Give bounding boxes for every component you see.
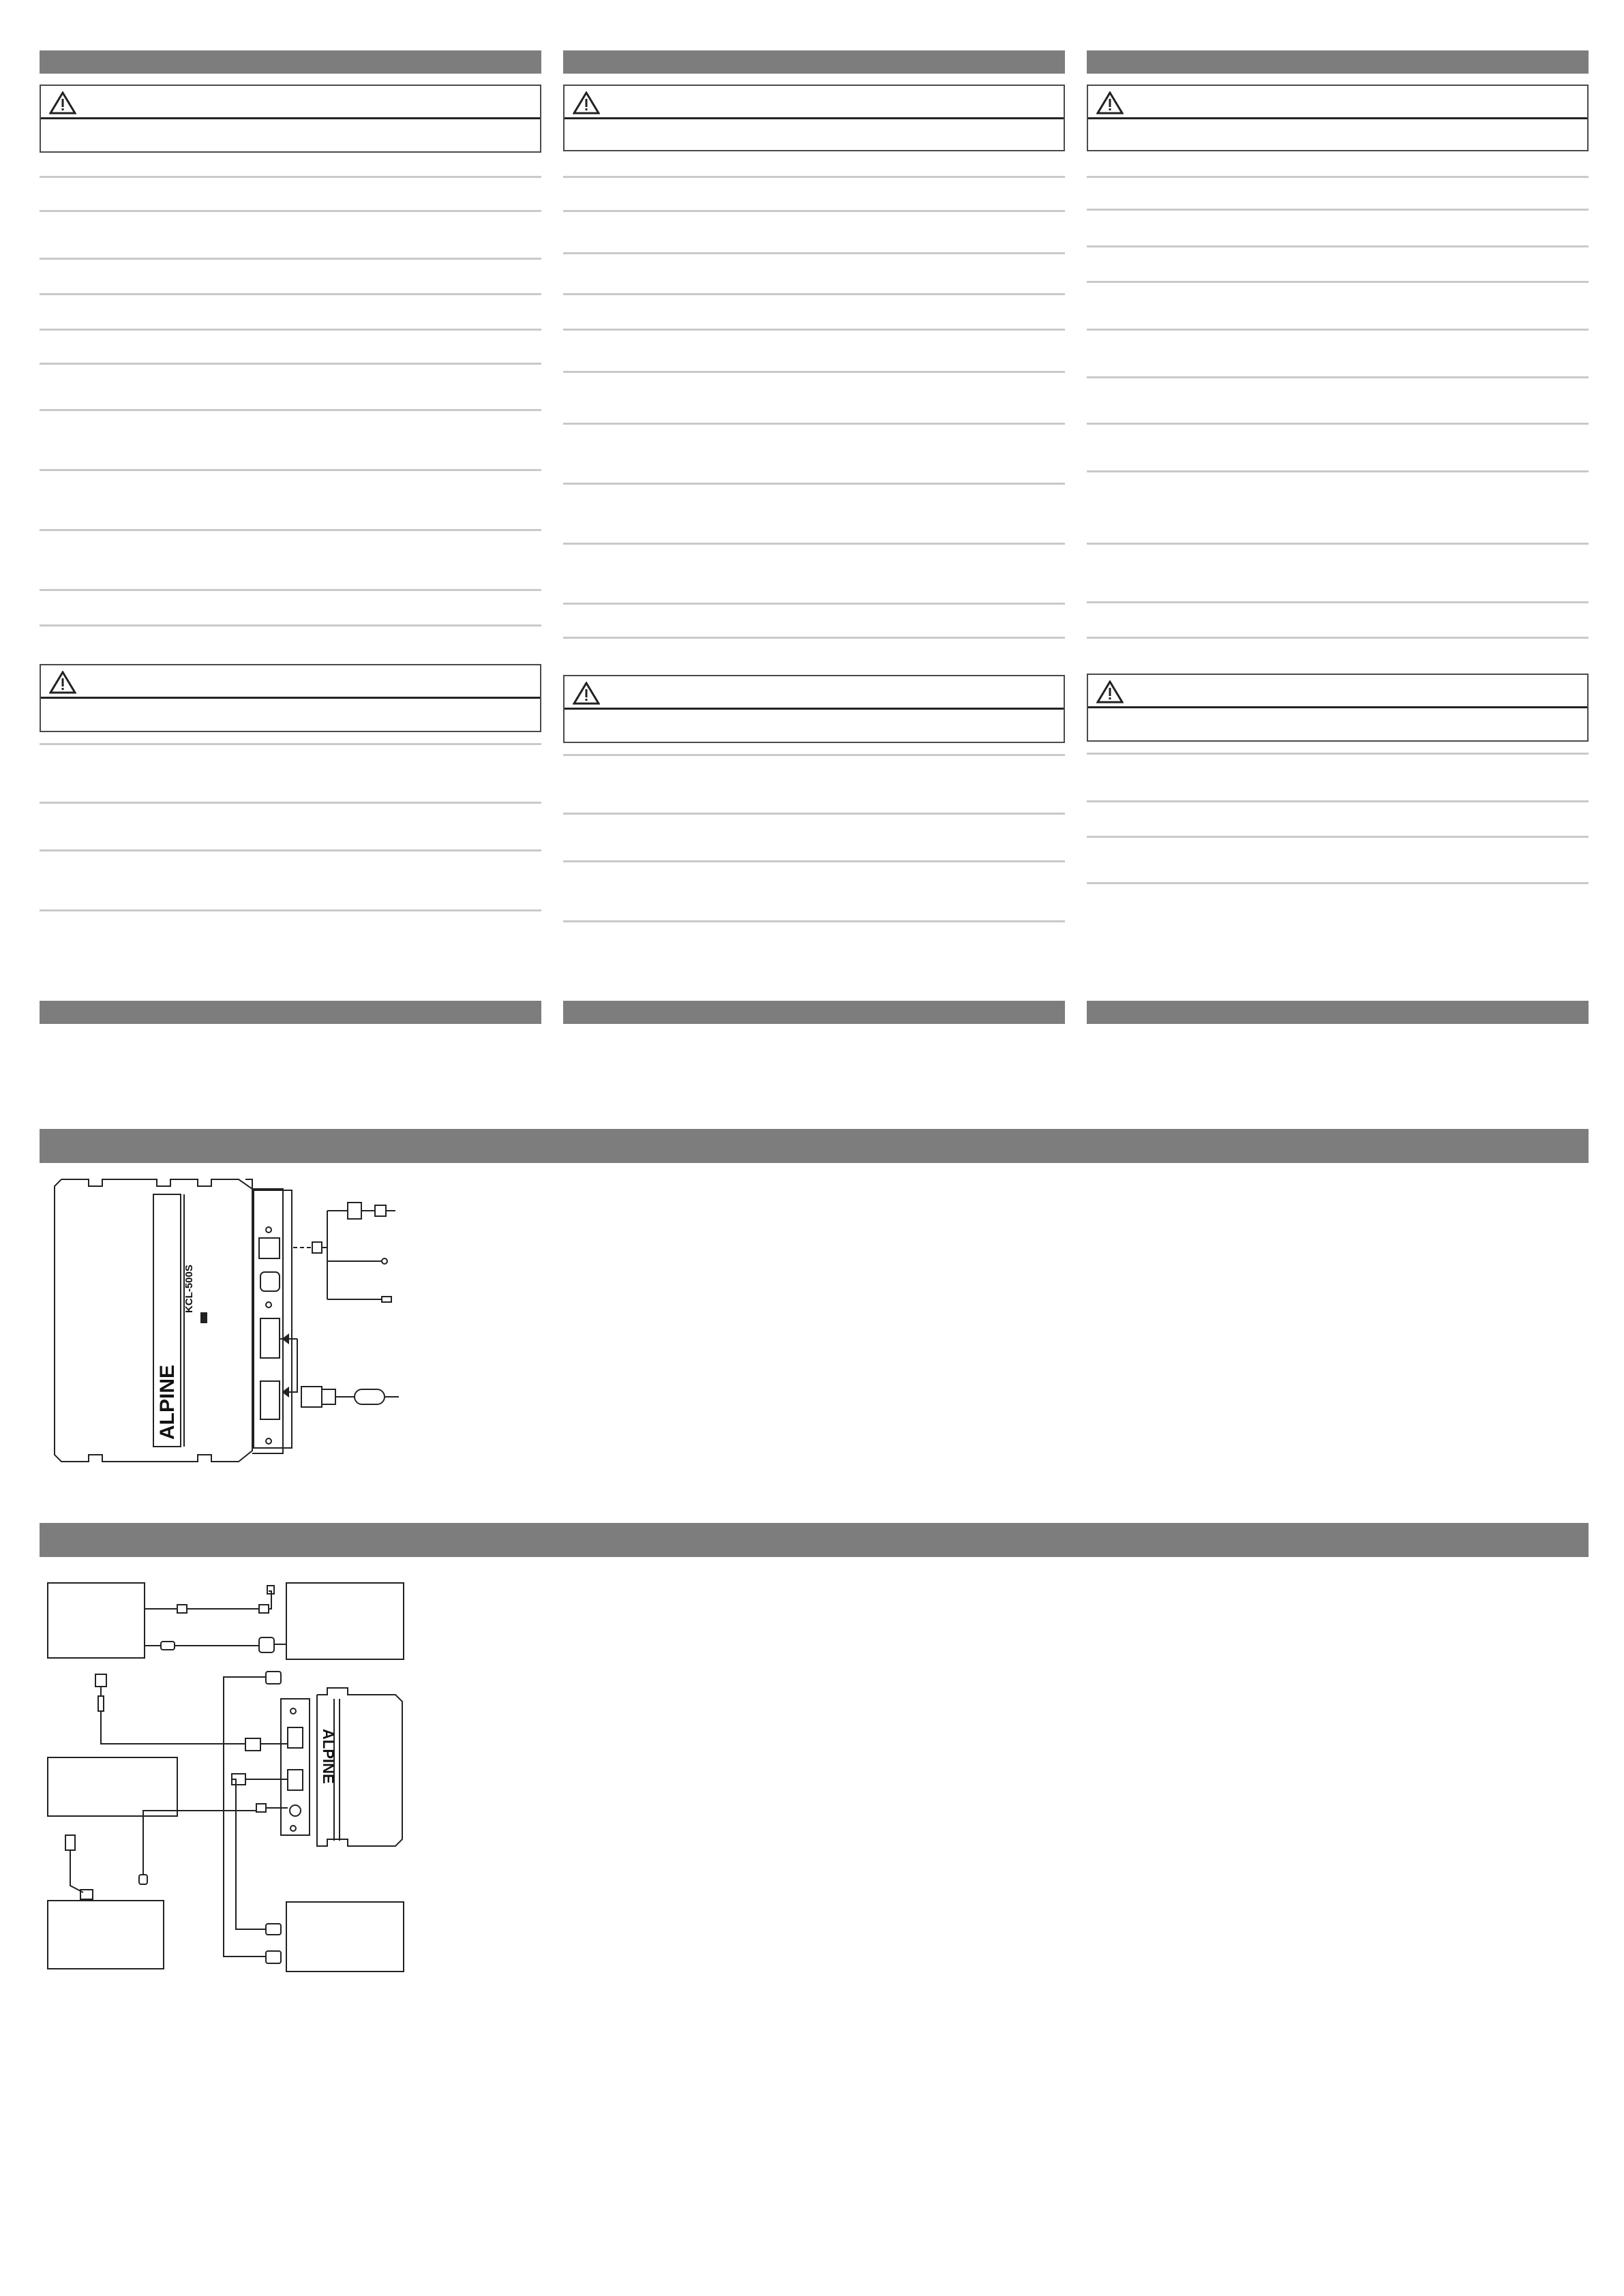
- caution-box-header: [1088, 675, 1587, 708]
- column3-warning-box: [1087, 85, 1589, 151]
- component-box-output: [286, 1902, 404, 1972]
- column2-warning-box: [563, 85, 1065, 151]
- column3-rule: [1087, 882, 1589, 884]
- column1-caution-box: [40, 664, 541, 732]
- column3-rule: [1087, 543, 1589, 545]
- column3-header-bar: [1087, 50, 1589, 74]
- column1-rule: [40, 529, 541, 531]
- power-harness: [293, 1203, 395, 1302]
- warning-triangle-icon: [573, 91, 600, 115]
- column1-rule: [40, 176, 541, 178]
- unit-body: [55, 1179, 252, 1462]
- column2-rule: [563, 920, 1065, 922]
- column1-rule: [40, 258, 541, 260]
- component-box-processor: [48, 1757, 177, 1816]
- svg-text:ALPINE: ALPINE: [320, 1729, 337, 1784]
- component-box-amplifier: [48, 1901, 164, 1969]
- caution-box-header: [565, 676, 1064, 710]
- column3-rule: [1087, 209, 1589, 211]
- column1-rule: [40, 329, 541, 331]
- column2-rule: [563, 483, 1065, 485]
- column3-rule: [1087, 601, 1589, 603]
- column1-rule: [40, 409, 541, 411]
- column3-rule: [1087, 423, 1589, 425]
- column3-caution-box: [1087, 674, 1589, 742]
- unit-connection-diagram: [48, 1170, 402, 1477]
- column3-rule: [1087, 376, 1589, 378]
- column1-footer-bar: [40, 1001, 541, 1024]
- column2-rule: [563, 603, 1065, 605]
- installation-section-bar: [40, 1129, 1589, 1163]
- column1-rule: [40, 210, 541, 212]
- warning-triangle-icon: [49, 671, 76, 694]
- column3-rule: [1087, 281, 1589, 283]
- column3-rule: [1087, 753, 1589, 755]
- component-box-head-unit: [48, 1583, 145, 1658]
- column2-footer-bar: [563, 1001, 1065, 1024]
- column1-rule: [40, 909, 541, 911]
- column2-rule: [563, 293, 1065, 295]
- column3-rule: [1087, 800, 1589, 802]
- column1-rule: [40, 589, 541, 591]
- column3-rule: [1087, 245, 1589, 247]
- column3-rule: [1087, 329, 1589, 331]
- column2-rule: [563, 754, 1065, 756]
- svg-text:ALPINE: ALPINE: [156, 1364, 179, 1440]
- column1-rule: [40, 293, 541, 295]
- column1-rule: [40, 802, 541, 804]
- column1-rule: [40, 849, 541, 851]
- data-cable: [280, 1335, 399, 1407]
- warning-triangle-icon: [49, 91, 76, 115]
- column2-caution-box: [563, 675, 1065, 743]
- column1-rule: [40, 363, 541, 365]
- column3-rule: [1087, 836, 1589, 838]
- column2-rule: [563, 371, 1065, 373]
- svg-text:KCL-500S: KCL-500S: [183, 1265, 195, 1313]
- warning-box-header: [565, 86, 1064, 119]
- column1-warning-box: [40, 85, 541, 153]
- column3-rule: [1087, 637, 1589, 639]
- column2-rule: [563, 210, 1065, 212]
- system-connection-diagram: [41, 1575, 423, 1977]
- column2-rule: [563, 176, 1065, 178]
- column2-rule: [563, 860, 1065, 862]
- column2-rule: [563, 637, 1065, 639]
- column2-rule: [563, 329, 1065, 331]
- warning-triangle-icon: [1096, 91, 1124, 115]
- column1-rule: [40, 469, 541, 471]
- column2-rule: [563, 423, 1065, 425]
- column1-rule: [40, 624, 541, 626]
- column2-rule: [563, 252, 1065, 254]
- column2-header-bar: [563, 50, 1065, 74]
- connection-section-bar: [40, 1523, 1589, 1557]
- column2-rule: [563, 813, 1065, 815]
- converter-unit: [281, 1688, 402, 1846]
- alpine-logo: [156, 1365, 179, 1440]
- column3-rule: [1087, 176, 1589, 178]
- caution-box-header: [41, 665, 540, 699]
- component-box-display: [286, 1583, 404, 1659]
- warning-box-header: [41, 86, 540, 119]
- warning-triangle-icon: [573, 682, 600, 705]
- column1-rule: [40, 743, 541, 745]
- column3-footer-bar: [1087, 1001, 1589, 1024]
- column2-rule: [563, 543, 1065, 545]
- column3-rule: [1087, 470, 1589, 472]
- column1-header-bar: [40, 50, 541, 74]
- warning-box-header: [1088, 86, 1587, 119]
- warning-triangle-icon: [1096, 680, 1124, 704]
